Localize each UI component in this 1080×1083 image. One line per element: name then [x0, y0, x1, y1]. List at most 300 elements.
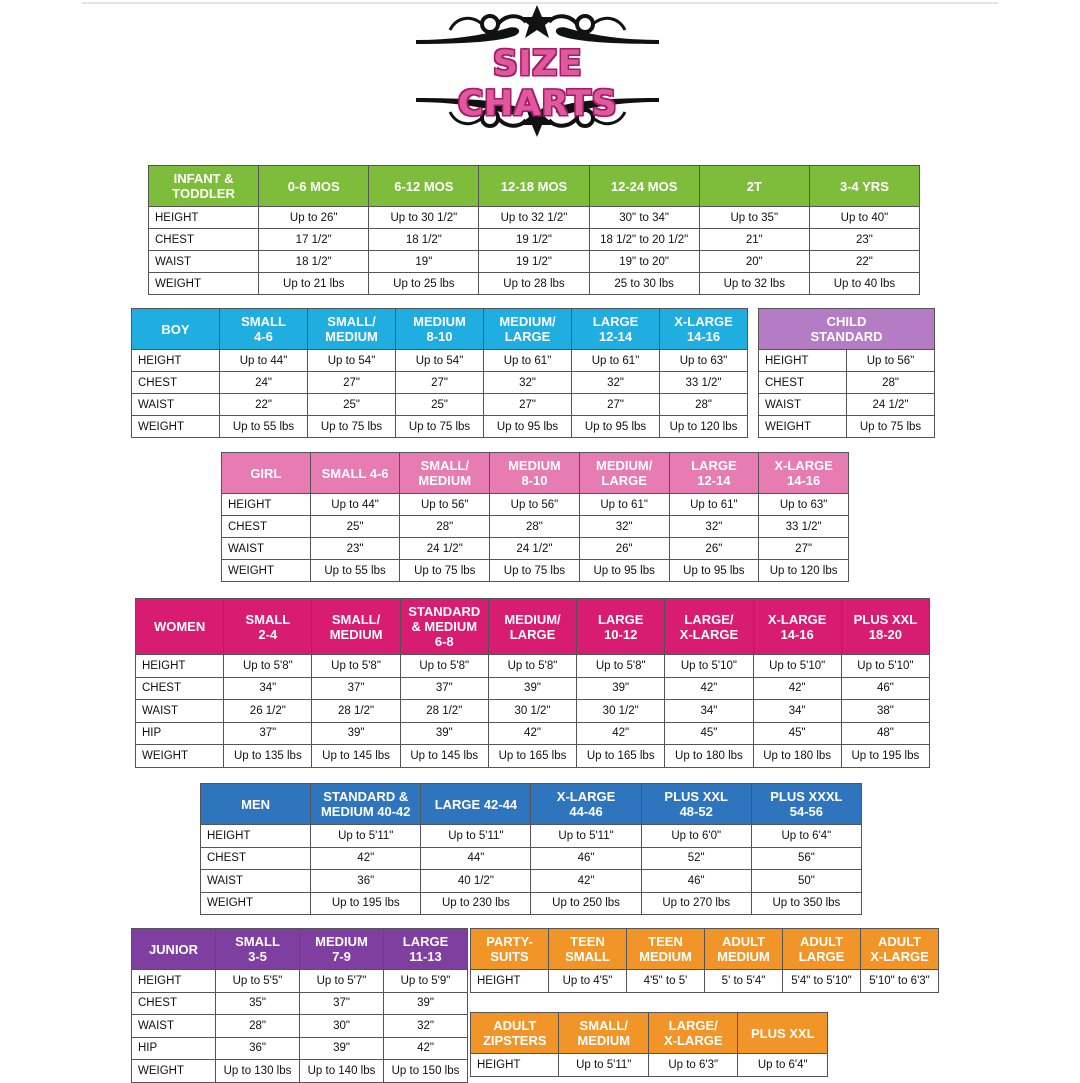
measurement-value: Up to 120 lbs	[660, 416, 748, 438]
measurement-value: 35"	[216, 992, 300, 1015]
size-column-header	[396, 309, 484, 350]
measurement-value: 19 1/2"	[479, 251, 589, 273]
measurement-label: WAIST	[136, 700, 224, 723]
infant-toddler-size-table	[148, 165, 920, 295]
measurement-value: 33 1/2"	[759, 516, 849, 538]
measurement-value: 39"	[400, 722, 488, 745]
table-row-weight	[149, 273, 920, 295]
header-text-line: 14-16	[686, 329, 721, 344]
header-text-line: 2-4	[258, 626, 278, 642]
size-column-header	[308, 309, 396, 350]
table-header-row	[136, 599, 930, 655]
size-column-header	[648, 1013, 738, 1054]
table-row-waist	[149, 251, 920, 273]
size-column-header	[579, 453, 669, 494]
size-column-header	[559, 1013, 649, 1054]
measurement-value: Up to 32 lbs	[699, 273, 809, 295]
header-text-line: MEDIUM	[315, 934, 368, 949]
header-text-line: ADULT	[877, 934, 922, 949]
header-text-line: 3-5	[248, 949, 267, 964]
size-column-header	[220, 309, 308, 350]
measurement-value: 42"	[384, 1037, 468, 1060]
measurement-value: 26 1/2"	[224, 700, 312, 723]
header-text-line: 7-9	[332, 949, 351, 964]
table-row-chest	[136, 677, 930, 700]
header-text-line: 10-12	[604, 626, 638, 642]
measurement-value: Up to 5'8"	[488, 655, 576, 678]
header-text-line: PLUS XXL	[853, 611, 918, 627]
header-text-line: MEDIUM	[329, 626, 383, 642]
measurement-value: 26"	[669, 538, 759, 560]
measurement-value: Up to 44"	[220, 350, 308, 372]
table-row-waist	[201, 870, 862, 893]
measurement-value: Up to 56"	[847, 350, 935, 372]
measurement-label: WAIST	[201, 870, 311, 893]
measurement-label: HEIGHT	[136, 655, 224, 678]
measurement-label: HEIGHT	[759, 350, 847, 372]
header-text-line: LARGE	[798, 949, 845, 964]
measurement-value: Up to 61"	[579, 494, 669, 516]
header-text-line: PLUS XXL	[750, 1025, 815, 1041]
header-text-line: 0-6 MOS	[287, 178, 340, 194]
measurement-value: 5'10" to 6'3"	[861, 970, 939, 993]
measurement-value: Up to 40"	[809, 207, 919, 229]
measurement-value: Up to 56"	[400, 494, 490, 516]
measurement-value: Up to 150 lbs	[384, 1060, 468, 1083]
header-text-line: 12-14	[598, 329, 633, 344]
size-column-header	[384, 929, 468, 970]
table-row-chest	[222, 516, 849, 538]
measurement-value: 42"	[665, 677, 753, 700]
size-column-header	[660, 309, 748, 350]
measurement-value: Up to 26"	[259, 207, 369, 229]
measurement-value: Up to 75 lbs	[490, 560, 580, 582]
measurement-value: Up to 5'11"	[311, 825, 421, 848]
measurement-value: 33 1/2"	[660, 372, 748, 394]
header-text-line: SMALL 4-6	[321, 465, 389, 481]
measurement-value: Up to 5'11"	[421, 825, 531, 848]
table-row-height	[132, 350, 748, 372]
header-text-line: SMALL/	[327, 314, 376, 329]
header-text-line: 11-13	[409, 949, 442, 964]
measurement-value: Up to 270 lbs	[641, 892, 751, 915]
measurement-value: 5'4" to 5'10"	[783, 970, 861, 993]
measurement-label: WEIGHT	[149, 273, 259, 295]
table-header-row	[471, 929, 939, 970]
measurement-value: 28"	[400, 516, 490, 538]
measurement-value: Up to 61"	[572, 350, 660, 372]
header-text-line: X-LARGE	[767, 611, 827, 627]
size-column-header	[488, 599, 576, 655]
measurement-value: 18 1/2"	[259, 251, 369, 273]
measurement-value: Up to 165 lbs	[577, 745, 665, 768]
header-text-line: 12-14	[697, 473, 731, 488]
measurement-label: CHEST	[149, 229, 259, 251]
men-table-title	[201, 784, 311, 825]
measurement-value: 19"	[369, 251, 479, 273]
table-row-weight	[201, 892, 862, 915]
header-text-line: BOY	[161, 321, 190, 337]
measurement-value: 42"	[311, 847, 421, 870]
measurement-value: 25"	[310, 516, 400, 538]
size-column-header	[589, 166, 699, 207]
header-text-line: MEDIUM 40-42	[320, 804, 411, 819]
table-row-hip	[136, 722, 930, 745]
measurement-value: Up to 140 lbs	[300, 1060, 384, 1083]
measurement-value: 23"	[310, 538, 400, 560]
measurement-value: 46"	[641, 870, 751, 893]
measurement-value: 34"	[665, 700, 753, 723]
measurement-label: HEIGHT	[471, 1054, 559, 1077]
measurement-value: 39"	[384, 992, 468, 1015]
table-row-height	[132, 970, 468, 993]
measurement-value: Up to 75 lbs	[308, 416, 396, 438]
header-text-line: 4-6	[254, 329, 273, 344]
measurement-value: Up to 75 lbs	[847, 416, 935, 438]
size-column-header	[490, 453, 580, 494]
zipsters-table-title	[471, 1013, 559, 1054]
size-column-header	[312, 599, 400, 655]
measurement-value: Up to 44"	[310, 494, 400, 516]
header-text-line: LARGE	[509, 626, 556, 642]
size-column-header	[669, 453, 759, 494]
size-column-header	[577, 599, 665, 655]
measurement-value: Up to 35"	[699, 207, 809, 229]
header-text-line: MEDIUM/	[504, 611, 561, 627]
table-header-row	[471, 1013, 828, 1054]
measurement-value: 19" to 20"	[589, 251, 699, 273]
measurement-value: 46"	[531, 847, 641, 870]
measurement-value: 28"	[660, 394, 748, 416]
measurement-value: 30" to 34"	[589, 207, 699, 229]
measurement-value: Up to 180 lbs	[665, 745, 753, 768]
measurement-value: Up to 6'4"	[751, 825, 861, 848]
measurement-value: Up to 5'8"	[312, 655, 400, 678]
measurement-value: 48"	[841, 722, 929, 745]
measurement-value: Up to 350 lbs	[751, 892, 861, 915]
table-row-hip	[132, 1037, 468, 1060]
table-row-height	[759, 350, 935, 372]
measurement-value: 27"	[484, 394, 572, 416]
header-text-line: X-LARGE	[870, 949, 929, 964]
size-column-header	[310, 453, 400, 494]
measurement-value: Up to 21 lbs	[259, 273, 369, 295]
header-text-line: TEEN	[570, 934, 605, 949]
measurement-value: 28 1/2"	[312, 700, 400, 723]
table-row-waist	[222, 538, 849, 560]
measurement-value: 18 1/2"	[369, 229, 479, 251]
measurement-value: Up to 5'10"	[665, 655, 753, 678]
measurement-value: 23"	[809, 229, 919, 251]
header-text-line: MEDIUM/	[499, 314, 556, 329]
measurement-value: Up to 95 lbs	[579, 560, 669, 582]
header-text-line: X-LARGE	[774, 458, 833, 473]
measurement-value: 50"	[751, 870, 861, 893]
table-header-row	[201, 784, 862, 825]
measurement-value: 52"	[641, 847, 751, 870]
measurement-value: 19 1/2"	[479, 229, 589, 251]
header-text-line: 2T	[746, 178, 762, 194]
table-row-height	[471, 1054, 828, 1077]
measurement-value: Up to 61"	[484, 350, 572, 372]
header-text-line: 18-20	[868, 626, 902, 642]
header-text-line: MEN	[241, 796, 271, 812]
measurement-value: Up to 95 lbs	[484, 416, 572, 438]
measurement-value: Up to 28 lbs	[479, 273, 589, 295]
header-text-line: SMALL	[565, 949, 610, 964]
header-text-line: ADULT	[493, 1018, 537, 1033]
measurement-value: 37"	[300, 992, 384, 1015]
measurement-value: Up to 5'7"	[300, 970, 384, 993]
measurement-label: CHEST	[759, 372, 847, 394]
measurement-value: Up to 5'10"	[753, 655, 841, 678]
measurement-label: HEIGHT	[201, 825, 311, 848]
header-text-line: MEDIUM	[639, 949, 692, 964]
header-text-line: PLUS XXXL	[770, 789, 843, 804]
measurement-value: Up to 4'5"	[549, 970, 627, 993]
header-text-line: PLUS XXL	[664, 789, 728, 804]
measurement-value: 4'5" to 5'	[627, 970, 705, 993]
header-text-line: SUITS	[490, 949, 529, 964]
header-text-line: 48-52	[679, 804, 713, 819]
measurement-value: Up to 63"	[759, 494, 849, 516]
measurement-value: 27"	[396, 372, 484, 394]
table-row-waist	[136, 700, 930, 723]
header-text-line: 12-18 MOS	[500, 178, 568, 194]
size-column-header	[311, 784, 421, 825]
measurement-label: WAIST	[222, 538, 311, 560]
table-row-waist	[132, 394, 748, 416]
measurement-label: HEIGHT	[149, 207, 259, 229]
measurement-value: 32"	[669, 516, 759, 538]
measurement-label: WAIST	[759, 394, 847, 416]
table-header-row	[222, 453, 849, 494]
boy-size-table	[131, 308, 748, 438]
header-text-line: GIRL	[250, 465, 282, 481]
header-text-line: MEDIUM	[413, 314, 466, 329]
measurement-value: 42"	[531, 870, 641, 893]
size-column-header	[627, 929, 705, 970]
header-text-line: 6-12 MOS	[394, 178, 454, 194]
header-text-line: ADULT	[721, 934, 766, 949]
size-column-header	[751, 784, 861, 825]
measurement-value: Up to 180 lbs	[753, 745, 841, 768]
size-column-header	[665, 599, 753, 655]
header-text-line: MEDIUM	[577, 1033, 631, 1048]
measurement-value: 37"	[224, 722, 312, 745]
measurement-value: 44"	[421, 847, 531, 870]
header-text-line: STANDARD	[810, 329, 883, 344]
men-size-table	[200, 783, 862, 915]
size-column-header	[421, 784, 531, 825]
measurement-value: Up to 55 lbs	[220, 416, 308, 438]
header-text-line: SMALL/	[420, 458, 469, 473]
measurement-label: WEIGHT	[132, 416, 220, 438]
size-column-header	[809, 166, 919, 207]
measurement-value: 25 to 30 lbs	[589, 273, 699, 295]
header-text-line: 6-8	[434, 634, 454, 649]
size-column-header	[861, 929, 939, 970]
header-text-line: MEDIUM	[717, 949, 770, 964]
size-column-header	[224, 599, 312, 655]
table-row-chest	[149, 229, 920, 251]
size-column-header	[216, 929, 300, 970]
junior-size-table	[131, 928, 468, 1083]
measurement-value: Up to 5'8"	[400, 655, 488, 678]
header-text-line: 14-16	[786, 473, 821, 488]
table-row-weight	[222, 560, 849, 582]
measurement-value: 37"	[312, 677, 400, 700]
header-text-line: INFANT &	[173, 171, 234, 186]
measurement-value: Up to 195 lbs	[841, 745, 929, 768]
measurement-label: CHEST	[132, 992, 216, 1015]
measurement-value: 28 1/2"	[400, 700, 488, 723]
measurement-label: HEIGHT	[222, 494, 311, 516]
measurement-value: Up to 5'11"	[559, 1054, 649, 1077]
header-text-line: 3-4 YRS	[839, 178, 889, 194]
header-text-line: SMALL	[241, 314, 286, 329]
header-text-line: X-LARGE	[679, 626, 739, 642]
measurement-value: 30 1/2"	[488, 700, 576, 723]
measurement-value: Up to 135 lbs	[224, 745, 312, 768]
table-row-weight	[132, 1060, 468, 1083]
header-text-line: LARGE	[592, 314, 639, 329]
measurement-value: 28"	[847, 372, 935, 394]
measurement-label: WEIGHT	[132, 1060, 216, 1083]
header-text-line: ZIPSTERS	[482, 1033, 547, 1048]
header-text-line: 14-16	[780, 626, 814, 642]
measurement-value: 39"	[300, 1037, 384, 1060]
measurement-label: CHEST	[222, 516, 311, 538]
infant-table-title	[149, 166, 259, 207]
header-text-line: X-LARGE	[663, 1033, 723, 1048]
size-column-header	[753, 599, 841, 655]
header-text-line: MEDIUM	[508, 458, 561, 473]
measurement-value: 34"	[753, 700, 841, 723]
header-text-line: LARGE	[597, 611, 644, 627]
header-text-line: LARGE	[402, 934, 449, 949]
size-column-header	[572, 309, 660, 350]
size-column-header	[641, 784, 751, 825]
measurement-value: 45"	[753, 722, 841, 745]
measurement-label: HEIGHT	[132, 970, 216, 993]
measurement-value: Up to 95 lbs	[572, 416, 660, 438]
measurement-value: 45"	[665, 722, 753, 745]
header-text-line: 12-24 MOS	[610, 178, 678, 194]
measurement-value: 27"	[759, 538, 849, 560]
size-column-header	[484, 309, 572, 350]
header-text-line: TEEN	[648, 934, 683, 949]
measurement-label: WAIST	[132, 394, 220, 416]
measurement-value: 22"	[809, 251, 919, 273]
header-text-line: LARGE 42-44	[434, 796, 518, 812]
size-column-header	[841, 599, 929, 655]
measurement-value: 46"	[841, 677, 929, 700]
measurement-value: Up to 54"	[396, 350, 484, 372]
table-header-row	[149, 166, 920, 207]
header-text-line: STANDARD &	[323, 789, 409, 804]
measurement-value: 18 1/2" to 20 1/2"	[589, 229, 699, 251]
header-text-line: LARGE/	[668, 1018, 718, 1033]
measurement-label: WAIST	[149, 251, 259, 273]
header-text-line: LARGE	[504, 329, 551, 344]
measurement-value: 39"	[312, 722, 400, 745]
table-row-height	[222, 494, 849, 516]
measurement-value: 24"	[220, 372, 308, 394]
measurement-value: 37"	[400, 677, 488, 700]
size-column-header	[549, 929, 627, 970]
party-suits-size-table	[470, 928, 939, 993]
measurement-value: Up to 40 lbs	[809, 273, 919, 295]
measurement-value: 25"	[396, 394, 484, 416]
measurement-value: 42"	[753, 677, 841, 700]
table-row-chest	[132, 992, 468, 1015]
measurement-label: WAIST	[132, 1015, 216, 1038]
measurement-value: Up to 195 lbs	[311, 892, 421, 915]
measurement-value: 39"	[488, 677, 576, 700]
measurement-value: Up to 32 1/2"	[479, 207, 589, 229]
header-text-line: 54-56	[789, 804, 824, 819]
measurement-value: Up to 63"	[660, 350, 748, 372]
measurement-value: 42"	[577, 722, 665, 745]
measurement-value: Up to 75 lbs	[396, 416, 484, 438]
table-row-height	[136, 655, 930, 678]
measurement-value: 28"	[216, 1015, 300, 1038]
measurement-value: 24 1/2"	[847, 394, 935, 416]
women-size-table	[135, 598, 930, 768]
measurement-value: 38"	[841, 700, 929, 723]
measurement-value: Up to 6'0"	[641, 825, 751, 848]
measurement-label: WEIGHT	[136, 745, 224, 768]
header-text-line: 44-46	[569, 804, 603, 819]
table-header-row	[759, 309, 935, 350]
measurement-value: Up to 5'9"	[384, 970, 468, 993]
measurement-value: 25"	[308, 394, 396, 416]
size-column-header	[369, 166, 479, 207]
header-text-line: X-LARGE	[674, 314, 733, 329]
measurement-value: 24 1/2"	[490, 538, 580, 560]
measurement-value: 34"	[224, 677, 312, 700]
measurement-value: Up to 6'4"	[738, 1054, 828, 1077]
measurement-value: 26"	[579, 538, 669, 560]
size-column-header	[738, 1013, 828, 1054]
header-text-line: SMALL/	[331, 611, 381, 627]
measurement-label: WEIGHT	[201, 892, 311, 915]
header-text-line: 8-10	[521, 473, 548, 488]
measurement-value: Up to 75 lbs	[400, 560, 490, 582]
measurement-value: 40 1/2"	[421, 870, 531, 893]
header-text-line: LARGE	[691, 458, 737, 473]
size-charts-logo	[410, 2, 665, 140]
measurement-value: 5' to 5'4"	[705, 970, 783, 993]
measurement-value: 32"	[484, 372, 572, 394]
header-text-line: LARGE/	[684, 611, 734, 627]
table-row-waist	[759, 394, 935, 416]
measurement-label: CHEST	[201, 847, 311, 870]
measurement-value: Up to 130 lbs	[216, 1060, 300, 1083]
table-row-chest	[759, 372, 935, 394]
size-column-header	[300, 929, 384, 970]
party-table-title	[471, 929, 549, 970]
measurement-value: Up to 5'11"	[531, 825, 641, 848]
measurement-value: Up to 250 lbs	[531, 892, 641, 915]
measurement-value: 24 1/2"	[400, 538, 490, 560]
table-header-row	[132, 309, 748, 350]
measurement-value: 36"	[311, 870, 421, 893]
header-text-line: SMALL/	[579, 1018, 628, 1033]
header-text-line: MEDIUM/	[595, 458, 653, 473]
measurement-label: CHEST	[132, 372, 220, 394]
